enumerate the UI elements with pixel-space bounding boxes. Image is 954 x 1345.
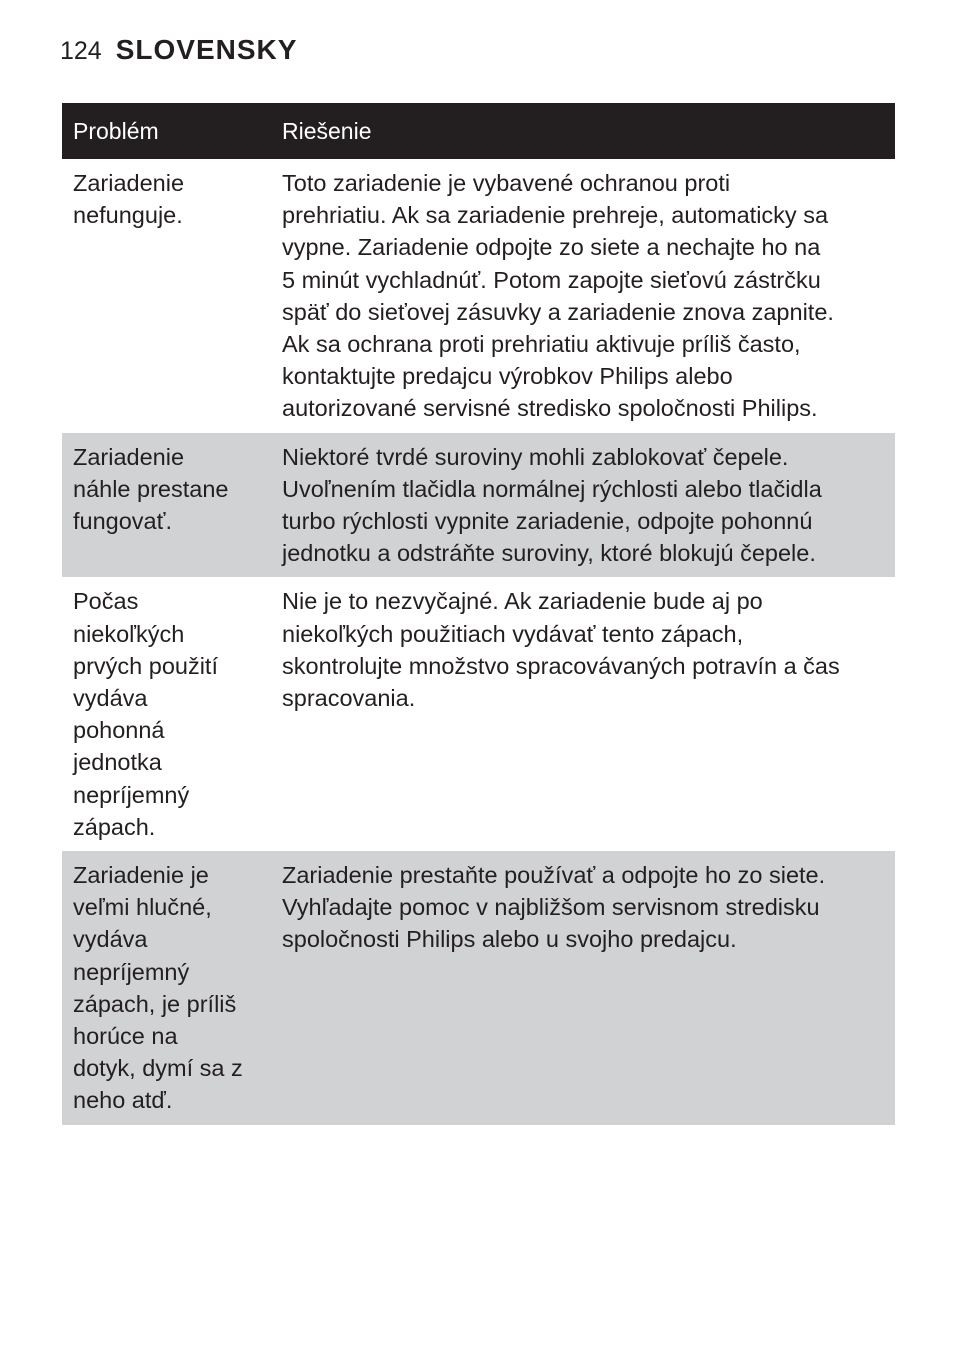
solution-text-line: spoločnosti Philips alebo u svojho predajcu. [282, 926, 737, 953]
problem-cell [62, 851, 271, 1125]
problem-text-line: pohonná [73, 717, 165, 744]
problem-text-line: neho atď. [73, 1087, 173, 1114]
solution-cell [271, 577, 895, 851]
solution-text-line: spracovania. [282, 685, 416, 712]
problem-text-line: Zariadenie [73, 170, 185, 196]
solution-text-line: Vyhľadajte pomoc v najbližšom servisnom stredisku [282, 894, 820, 921]
solution-text-line: turbo rýchlosti vypnite zariadenie, odpojte pohonnú [282, 508, 813, 535]
problem-text-line: nefunguje. [73, 202, 183, 229]
problem-text-line: nepríjemný [73, 781, 190, 808]
problem-text-line: Zariadenie [73, 443, 185, 470]
solution-text-line: 5 minút vychladnúť. Potom zapojte sieťovú zástrčku [282, 266, 821, 293]
problem-text-line: Počas [73, 588, 139, 615]
solution-text-line: Nie je to nezvyčajné. Ak zariadenie bude aj po [282, 588, 763, 615]
column-header-solution: Riešenie [271, 103, 895, 159]
page-header [60, 34, 297, 74]
solution-text-line: jednotku a odstráňte suroviny, ktoré blokujú čepele. [282, 540, 816, 567]
problem-cell [62, 159, 271, 433]
problem-text-line: fungovať. [73, 508, 172, 535]
solution-text-line: Zariadenie prestaňte používať a odpojte ho zo siete. [282, 862, 826, 889]
solution-text-line: vypne. Zariadenie odpojte zo siete a nechajte ho na [282, 234, 821, 261]
solution-text-line: Niektoré tvrdé suroviny mohli zablokovať čepele. [282, 443, 789, 470]
solution-text-line: prehriatiu. Ak sa zariadenie prehreje, automaticky sa [282, 202, 829, 229]
page-number: 124 [60, 37, 102, 65]
table-row [62, 577, 895, 851]
table-row [62, 159, 895, 433]
solution-text-line: skontrolujte množstvo spracovávaných potravín a čas [282, 652, 840, 679]
table-row [62, 851, 895, 1125]
problem-text-line: nepríjemný [73, 958, 190, 985]
solution-text-line: kontaktujte predajcu výrobkov Philips alebo [282, 363, 733, 390]
solution-text-line: Toto zariadenie je vybavené ochranou proti [282, 170, 731, 196]
problem-text-line: jednotka [73, 749, 162, 776]
problem-cell [62, 433, 271, 578]
column-header-problem: Problém [62, 103, 271, 159]
table-row [62, 433, 895, 578]
solution-text-line: Ak sa ochrana proti prehriatiu aktivuje príliš často, [282, 331, 801, 358]
problem-text-line: Zariadenie je [73, 862, 209, 889]
solution-cell [271, 159, 895, 433]
table-header-row [62, 103, 895, 159]
section-title: SLOVENSKY [115, 34, 298, 65]
solution-text-line: späť do sieťovej zásuvky a zariadenie znova zapnite. [282, 298, 834, 325]
troubleshooting-table [62, 103, 895, 1125]
problem-text-line: zápach. [73, 813, 156, 840]
solution-text-line: Uvoľnením tlačidla normálnej rýchlosti alebo tlačidla [282, 475, 822, 502]
problem-text-line: vydáva [73, 685, 148, 712]
problem-text-line: veľmi hlučné, [73, 894, 212, 921]
problem-text-line: zápach, je príliš [73, 990, 237, 1017]
problem-text-line: náhle prestane [73, 475, 229, 502]
problem-text-line: horúce na [73, 1023, 178, 1050]
solution-text-line: autorizované servisné stredisko spoločnosti Philips. [282, 395, 818, 422]
solution-cell [271, 433, 895, 578]
problem-text-line: niekoľkých [73, 620, 185, 647]
problem-text-line: dotyk, dymí sa z [73, 1055, 243, 1082]
solution-cell [271, 851, 895, 1125]
problem-text-line: vydáva [73, 926, 148, 953]
problem-cell [62, 577, 271, 851]
problem-text-line: prvých použití [73, 652, 218, 679]
solution-text-line: niekoľkých použitiach vydávať tento zápach, [282, 620, 744, 647]
